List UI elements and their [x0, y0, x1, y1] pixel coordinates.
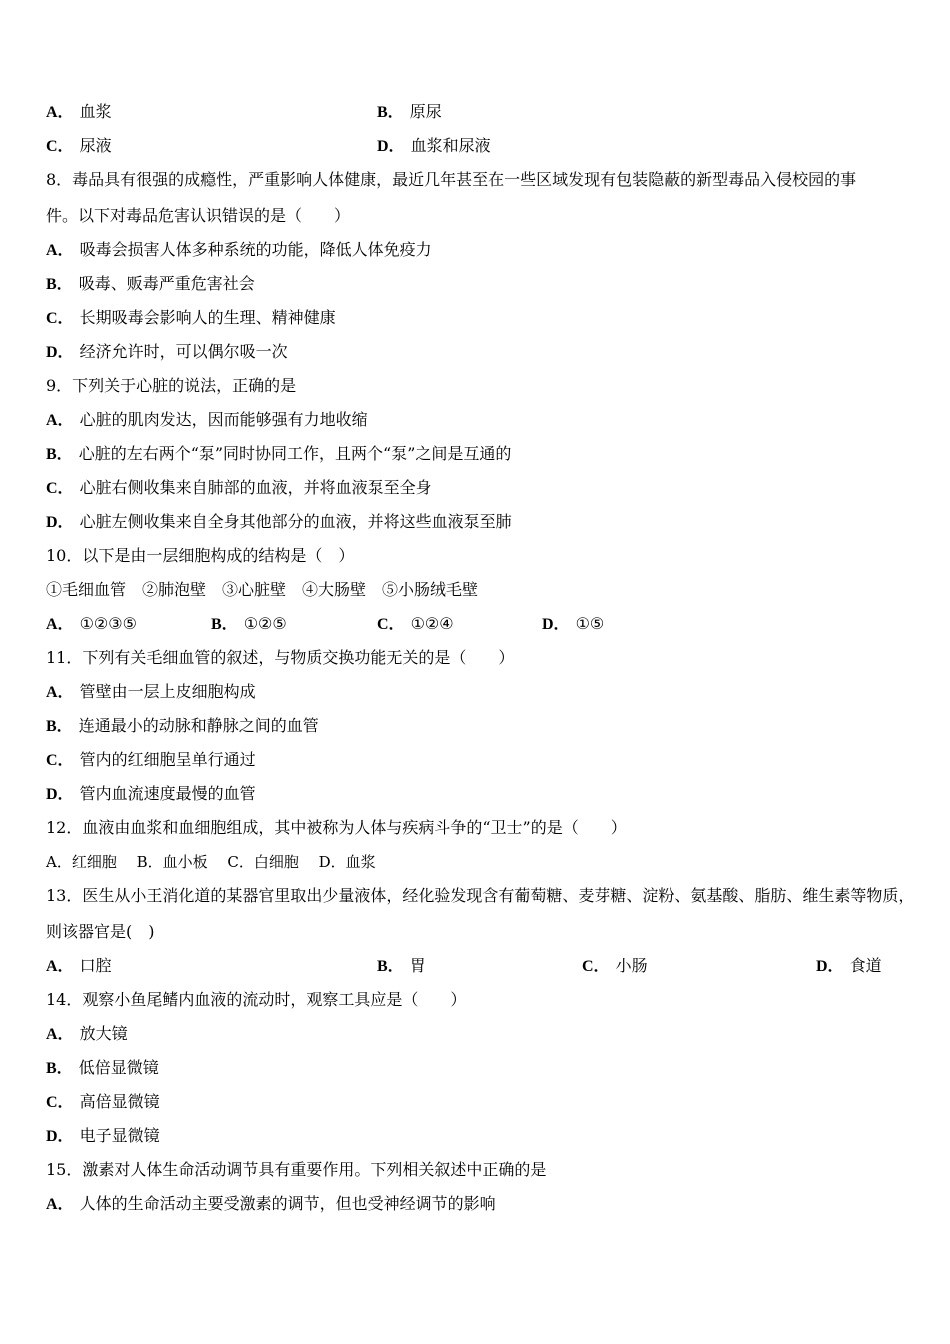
- q10-option-c: C． ①②④: [377, 614, 454, 633]
- q7-option-a: A． 血浆: [46, 102, 112, 121]
- q14-stem: 14．观察小鱼尾鳍内血液的流动时，观察工具应是（ ）: [46, 990, 467, 1009]
- q13-option-d: D． 食道: [816, 956, 882, 975]
- q8-stem-line2: 件。以下对毒品危害认识错误的是（ ）: [46, 206, 351, 225]
- q10-stem: 10．以下是由一层细胞构成的结构是（ ）: [46, 546, 355, 565]
- q9-option-a: A． 心脏的肌肉发达，因而能够强有力地收缩: [46, 410, 368, 429]
- q15-stem: 15．激素对人体生命活动调节具有重要作用。下列相关叙述中正确的是: [46, 1160, 547, 1179]
- q8-option-c: C． 长期吸毒会影响人的生理、精神健康: [46, 308, 336, 327]
- q10-items: ①毛细血管 ②肺泡壁 ③心脏壁 ④大肠壁 ⑤小肠绒毛壁: [46, 580, 479, 599]
- q12-stem: 12．血液由血浆和血细胞组成，其中被称为人体与疾病斗争的“卫士”的是（ ）: [46, 818, 627, 837]
- q13-option-a: A． 口腔: [46, 956, 112, 975]
- q14-option-d: D． 电子显微镜: [46, 1126, 160, 1145]
- q11-stem: 11．下列有关毛细血管的叙述，与物质交换功能无关的是（ ）: [46, 648, 515, 667]
- q14-option-c: C． 高倍显微镜: [46, 1092, 160, 1111]
- q13-option-b: B． 胃: [377, 956, 426, 975]
- q13-option-c: C． 小肠: [582, 956, 648, 975]
- q9-option-d: D． 心脏左侧收集来自全身其他部分的血液，并将这些血液泵至肺: [46, 512, 512, 531]
- q14-option-a: A． 放大镜: [46, 1024, 128, 1043]
- q14-option-b: B． 低倍显微镜: [46, 1058, 159, 1077]
- q7-option-c: C． 尿液: [46, 136, 112, 155]
- q9-stem: 9．下列关于心脏的说法，正确的是: [46, 376, 297, 395]
- q7-option-d: D． 血浆和尿液: [377, 136, 491, 155]
- q11-option-c: C． 管内的红细胞呈单行通过: [46, 750, 256, 769]
- q9-option-b: B． 心脏的左右两个“泵”同时协同工作，且两个“泵”之间是互通的: [46, 444, 512, 463]
- q13-stem-line1: 13．医生从小王消化道的某器官里取出少量液体，经化验发现含有葡萄糖、麦芽糖、淀粉、氨基酸、脂肪、维生素等物质，: [46, 886, 915, 905]
- q9-option-c: C． 心脏右侧收集来自肺部的血液，并将血液泵至全身: [46, 478, 432, 497]
- q11-option-b: B． 连通最小的动脉和静脉之间的血管: [46, 716, 319, 735]
- q8-option-a: A． 吸毒会损害人体多种系统的功能，降低人体免疫力: [46, 240, 432, 259]
- q8-option-b: B． 吸毒、贩毒严重危害社会: [46, 274, 255, 293]
- q11-option-a: A． 管壁由一层上皮细胞构成: [46, 682, 256, 701]
- q10-option-b: B． ①②⑤: [211, 614, 287, 633]
- q13-stem-line2: 则该器官是( ): [46, 922, 155, 941]
- q10-option-a: A． ①②③⑤: [46, 614, 137, 633]
- q7-option-b: B． 原尿: [377, 102, 442, 121]
- q12-options: A．红细胞 B．血小板 C．白细胞 D．血浆: [46, 853, 376, 871]
- q8-stem-line1: 8．毒品具有很强的成瘾性，严重影响人体健康，最近几年甚至在一些区域发现有包装隐蔽的新型毒品入侵校园的事: [46, 170, 857, 189]
- q11-option-d: D． 管内血流速度最慢的血管: [46, 784, 256, 803]
- q10-option-d: D． ①⑤: [542, 614, 605, 633]
- q8-option-d: D． 经济允许时，可以偶尔吸一次: [46, 342, 288, 361]
- q15-option-a: A． 人体的生命活动主要受激素的调节，但也受神经调节的影响: [46, 1194, 496, 1213]
